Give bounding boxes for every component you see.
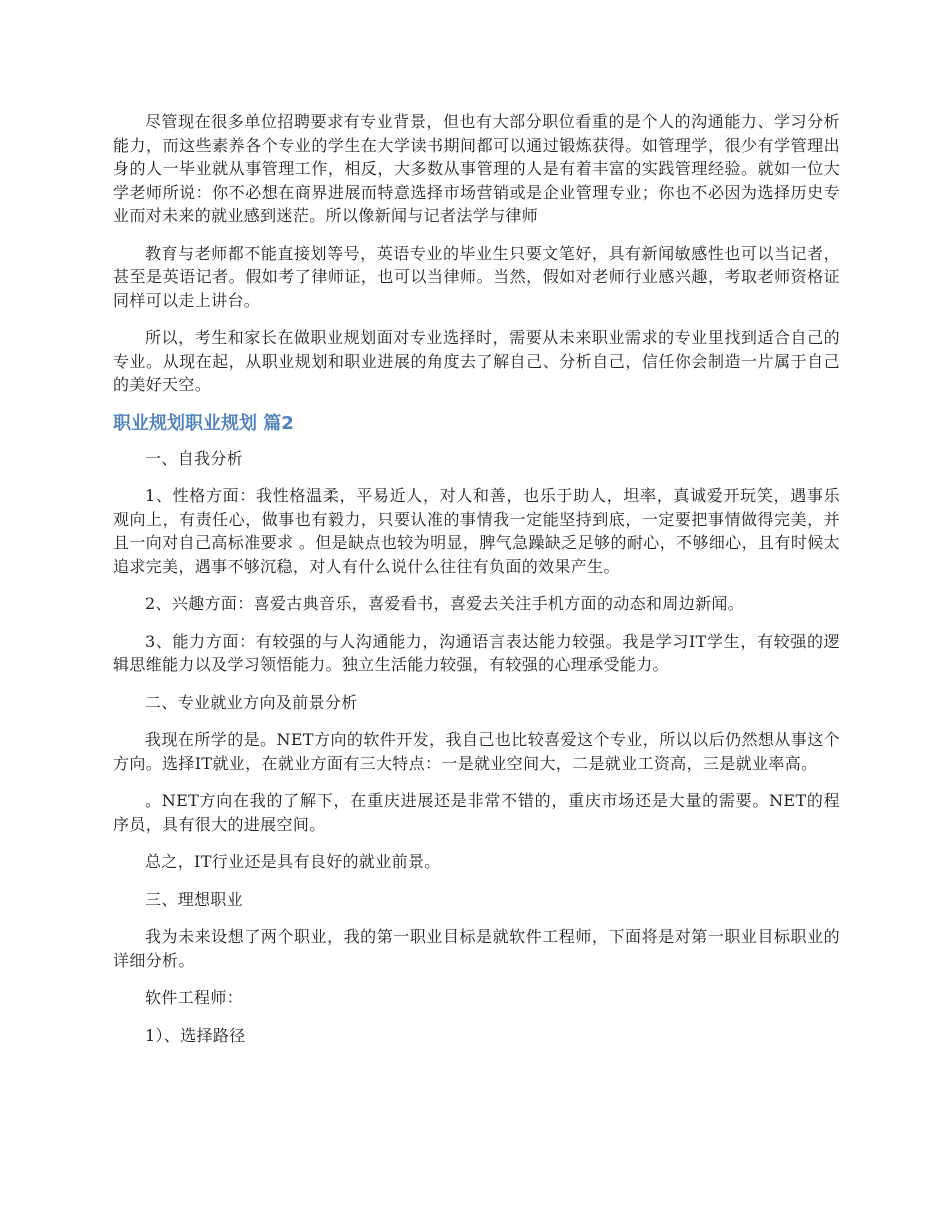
section-heading: 职业规划职业规划 篇2 xyxy=(113,412,294,434)
paragraph: 2、兴趣方面：喜爱古典音乐，喜爱看书，喜爱去关注手机方面的动态和周边新闻。 xyxy=(145,594,745,613)
subheading-career-direction: 二、专业就业方向及前景分析 xyxy=(145,692,358,712)
paragraph: 。NET方向在我的了解下，在重庆进展还是非常不错的，重庆市场还是大量的需要。NET的程序员，具有很大的进展空间。 xyxy=(113,791,840,834)
paragraph: 3、能力方面：有较强的与人沟通能力，沟通语言表达能力较强。我是学习IT学生，有较强的逻辑思维能力以及学习领悟能力。独立生活能力较强，有较强的心理承受能力。 xyxy=(113,631,840,674)
paragraph: 1）、选择路径 xyxy=(145,1025,246,1045)
paragraph: 所以，考生和家长在做职业规划面对专业选择时，需要从未来职业需求的专业里找到适合自己的专业。从现在起，从职业规划和职业进展的角度去了解自己、分析自己，信任你会制造一片属于自己的美好天空。 xyxy=(113,328,840,394)
paragraph: 软件工程师： xyxy=(145,988,244,1007)
paragraph: 我为未来设想了两个职业，我的第一职业目标是就软件工程师，下面将是对第一职业目标职业的详细分析。 xyxy=(113,927,840,970)
paragraph: 1、性格方面：我性格温柔，平易近人，对人和善，也乐于助人，坦率，真诚爱开玩笑，遇事乐观向上，有责任心，做事也有毅力，只要认准的事情我一定能坚持到底，一定要把事情做得完美，并且一向对自己高标准要求 。但是缺点也较为明显，脾气急躁缺乏足够的耐心，不够细心，且有时候太追求完美，遇事不够沉稳，对人有什么说什么往往有负面的效果产生。 xyxy=(113,486,840,576)
paragraph: 我现在所学的是。NET方向的软件开发，我自己也比较喜爱这个专业，所以以后仍然想从事这个方向。选择IT就业，在就业方面有三大特点：一是就业空间大，二是就业工资高，三是就业率高。 xyxy=(113,730,840,773)
subheading-self-analysis: 一、自我分析 xyxy=(145,448,244,468)
subheading-ideal-career: 三、理想职业 xyxy=(145,889,244,909)
paragraph: 教育与老师都不能直接划等号，英语专业的毕业生只要文笔好，具有新闻敏感性也可以当记者，甚至是英语记者。假如考了律师证，也可以当律师。当然，假如对老师行业感兴趣，考取老师资格证同样可以走上讲台。 xyxy=(113,243,840,310)
paragraph: 尽管现在很多单位招聘要求有专业背景，但也有大部分职位看重的是个人的沟通能力、学习分析能力，而这些素养各个专业的学生在大学读书期间都可以通过锻炼获得。如管理学，很少有学管理出身的人一毕业就从事管理工作，相反，大多数从事管理的人是有着丰富的实践管理经验。就如一位大学老师所说：你不必想在商界进展而特意选择市场营销或是企业管理专业；你也不必因为选择历史专业而对未来的就业感到迷茫。所以像新闻与记者法学与律师 xyxy=(113,112,840,225)
paragraph: 总之，IT行业还是具有良好的就业前景。 xyxy=(145,852,441,871)
document-body xyxy=(113,110,840,1061)
